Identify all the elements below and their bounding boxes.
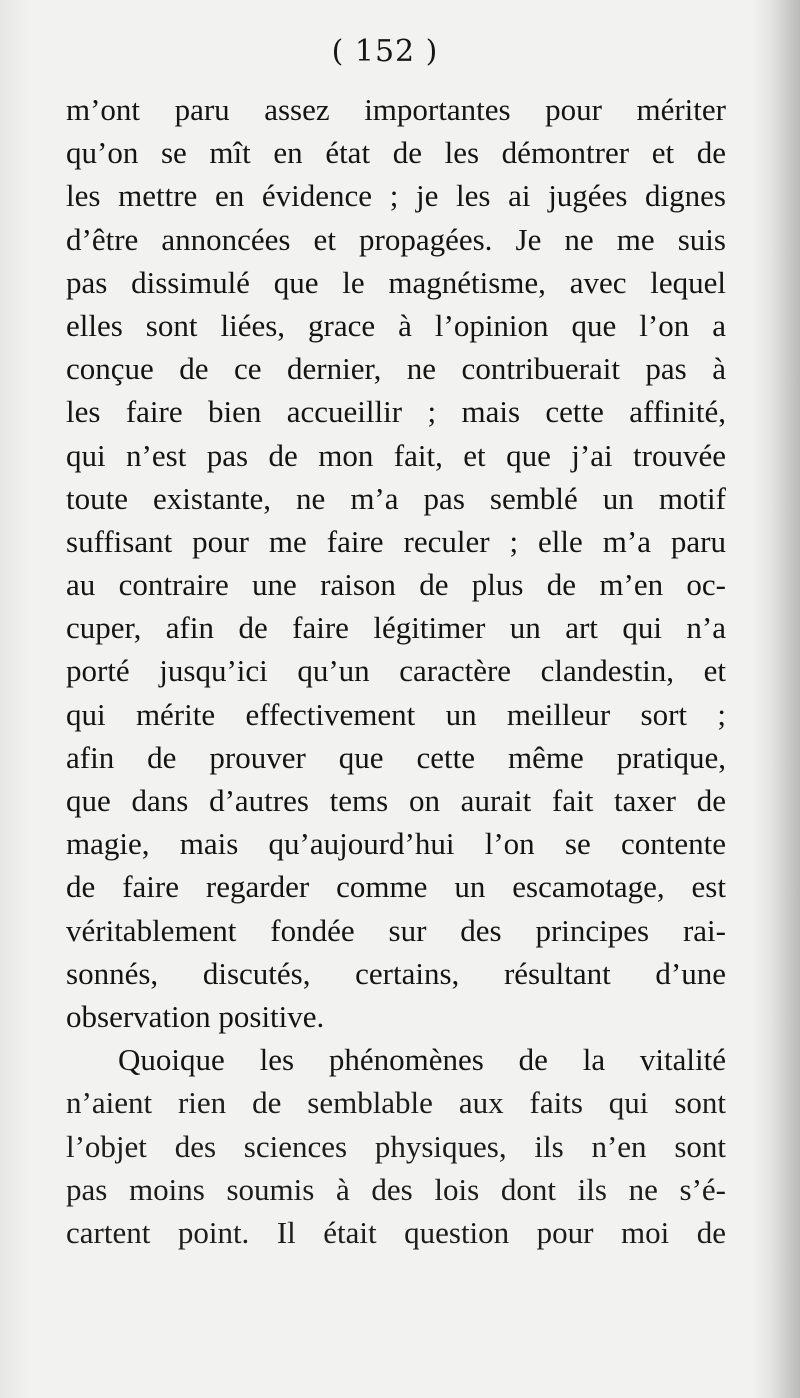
page-number: ( 152 )	[331, 34, 439, 69]
text-line: porté jusqu’ici qu’un caractère clandestin, et	[66, 653, 726, 689]
text-line: afin de prouver que cette même pratique,	[66, 739, 726, 775]
text-line: magie, mais qu’aujourd’hui l’on se contente	[66, 826, 726, 862]
text-line: m’ont paru assez importantes pour mériter	[66, 92, 726, 127]
page-shadow-right	[752, 0, 800, 1398]
text-line: elles sont liées, grace à l’opinion que l’on a	[66, 307, 726, 343]
text-line: toute existante, ne m’a pas semblé un motif	[66, 480, 726, 516]
text-line: les faire bien accueillir ; mais cette affinité,	[66, 394, 726, 430]
body-text	[66, 88, 726, 1254]
text-line: observation positive.	[66, 998, 325, 1034]
text-line: conçue de ce dernier, ne contribuerait pas à	[66, 351, 726, 387]
text-line: au contraire une raison de plus de m’en oc-	[66, 567, 726, 603]
text-line: sonnés, discutés, certains, résultant d’une	[66, 955, 726, 991]
text-line: véritablement fondée sur des principes rai-	[66, 912, 726, 948]
text-line: pas dissimulé que le magnétisme, avec lequel	[66, 264, 726, 300]
text-line: de faire regarder comme un escamotage, est	[66, 869, 726, 905]
text-line: cartent point. Il était question pour moi de	[66, 1214, 726, 1250]
text-line: cuper, afin de faire légitimer un art qui n’a	[66, 610, 726, 646]
text-line: qu’on se mît en état de les démontrer et de	[66, 135, 726, 171]
text-line: qui n’est pas de mon fait, et que j’ai trouvée	[66, 437, 726, 473]
text-line: Quoique les phénomènes de la vitalité	[118, 1042, 726, 1078]
text-line: qui mérite effectivement un meilleur sort ;	[66, 696, 726, 732]
text-line: d’être annoncées et propagées. Je ne me suis	[66, 221, 726, 257]
page-shadow-left	[0, 0, 30, 1398]
text-line: les mettre en évidence ; je les ai jugées dignes	[66, 178, 726, 214]
text-line: que dans d’autres tems on aurait fait taxer de	[66, 783, 726, 818]
text-line: l’objet des sciences physiques, ils n’en sont	[66, 1128, 726, 1164]
text-line: pas moins soumis à des lois dont ils ne s’é-	[66, 1171, 726, 1207]
text-line: n’aient rien de semblable aux faits qui sont	[66, 1085, 726, 1121]
text-line: suffisant pour me faire reculer ; elle m’a paru	[66, 523, 726, 559]
